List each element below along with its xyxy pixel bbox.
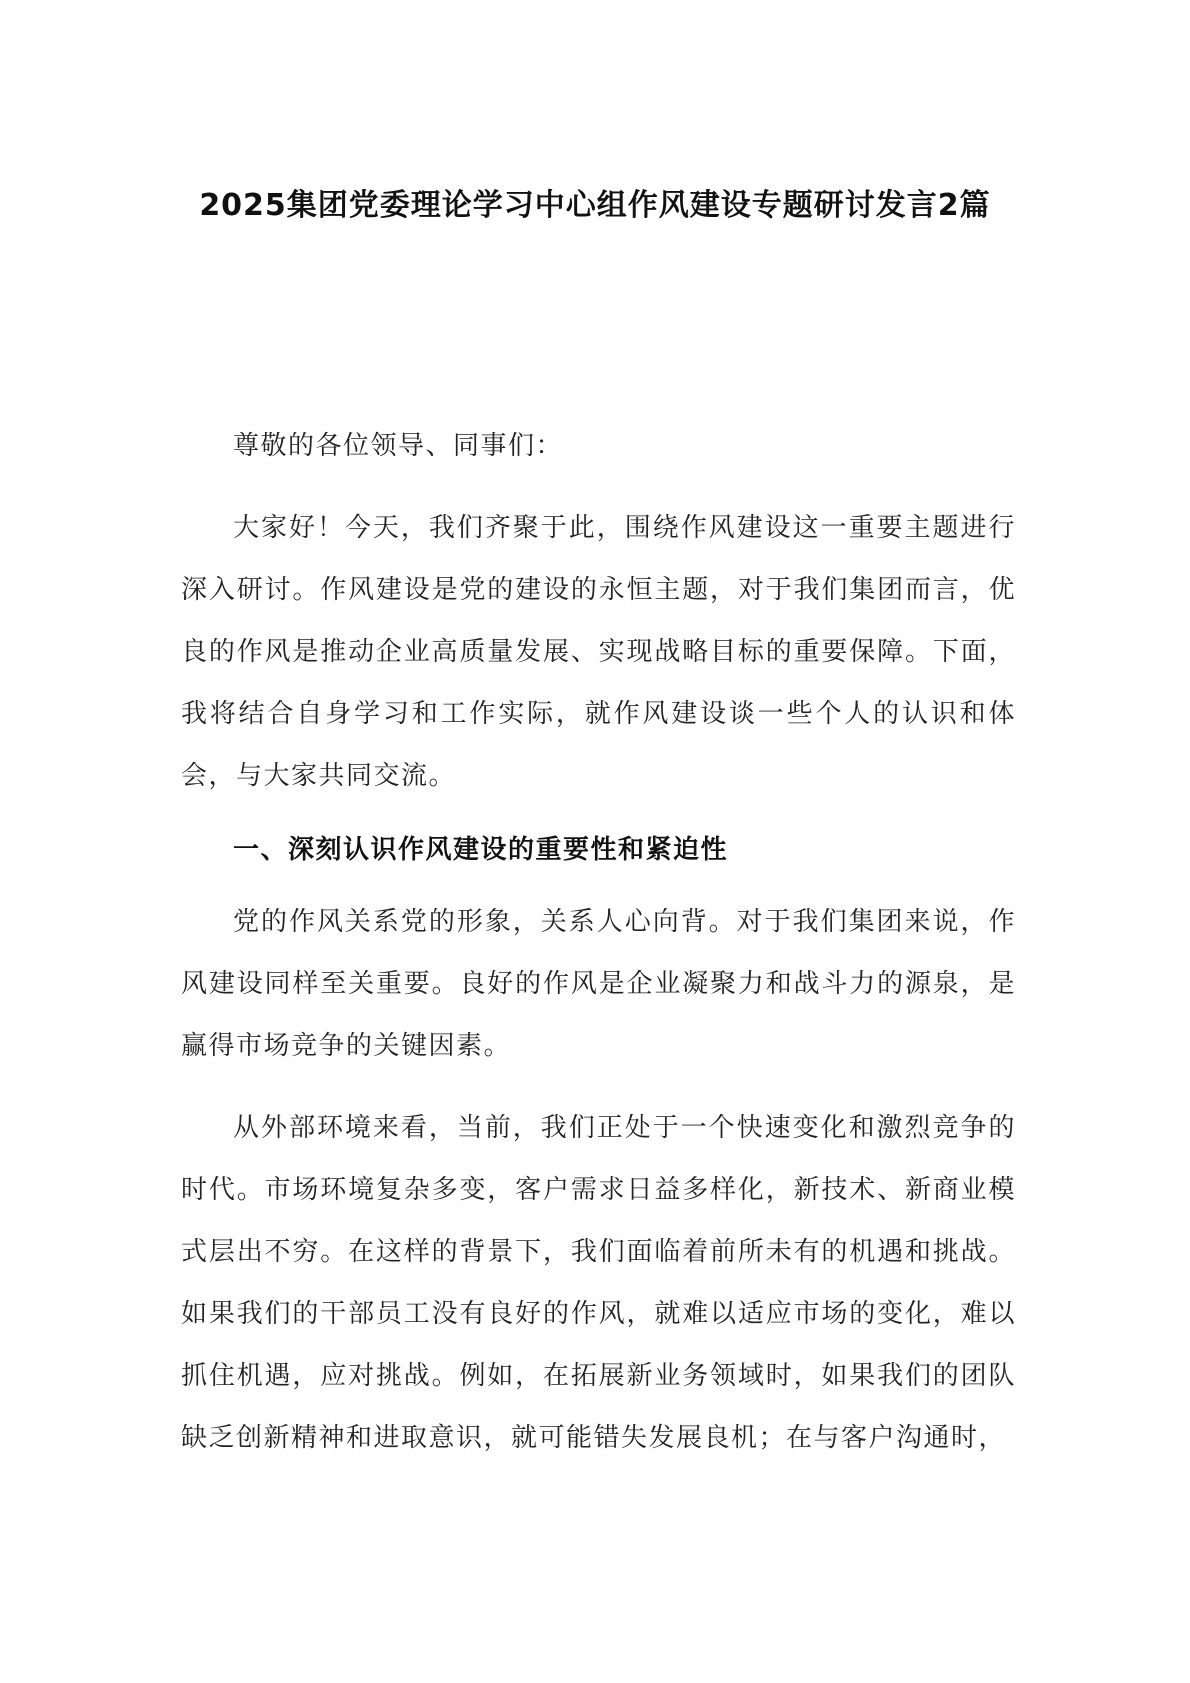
section-paragraph: 从外部环境来看，当前，我们正处于一个快速变化和激烈竞争的时代。市场环境复杂多变，客户需求日益多样化，新技术、新商业模式层出不穷。在这样的背景下，我们面临着前所未有的机遇和挑战。如果我们的干部员工没有良好的作风，就难以适应市场的变化，难以抓住机遇，应对挑战。例如，在拓展新业务领域时，如果我们的团队缺乏创新精神和进取意识，就可能错失发展良机；在与客户沟通时， (181, 1113, 1016, 1453)
greeting: 尊敬的各位领导、同事们： (233, 431, 564, 461)
section-heading: 一、深刻认识作风建设的重要性和紧迫性 (233, 835, 729, 865)
document-body (181, 415, 1016, 1469)
document-title: 2025集团党委理论学习中心组作风建设专题研讨发言2篇 (199, 188, 991, 223)
section-paragraph: 党的作风关系党的形象，关系人心向背。对于我们集团来说，作风建设同样至关重要。良好的作风是企业凝聚力和战斗力的源泉，是赢得市场竞争的关键因素。 (181, 907, 1016, 1061)
intro-paragraph: 大家好！今天，我们齐聚于此，围绕作风建设这一重要主题进行深入研讨。作风建设是党的建设的永恒主题，对于我们集团而言，优良的作风是推动企业高质量发展、实现战略目标的重要保障。下面，我将结合自身学习和工作实际，就作风建设谈一些个人的认识和体会，与大家共同交流。 (181, 513, 1016, 791)
